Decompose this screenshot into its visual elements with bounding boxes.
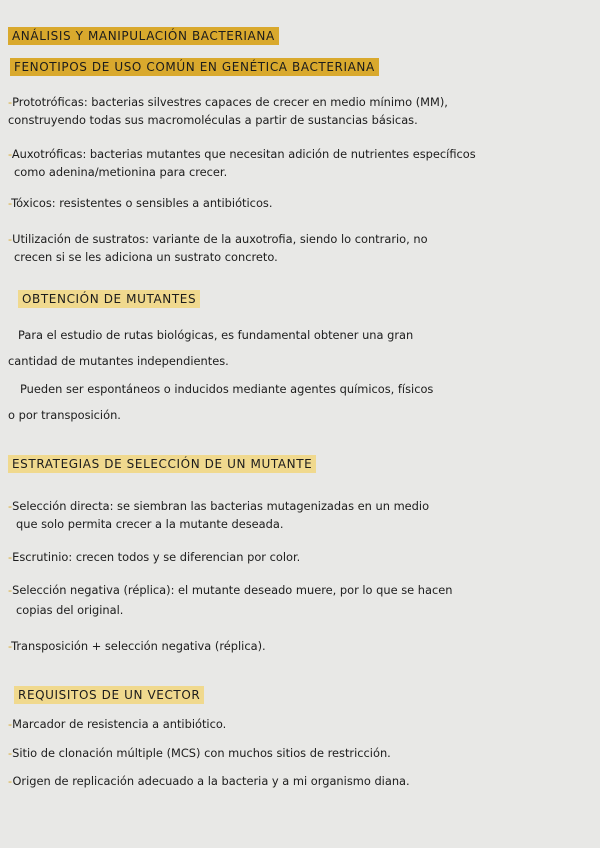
list-item <box>8 772 592 790</box>
section-heading-obtencion: OBTENCIÓN DE MUTANTES <box>18 290 200 308</box>
item-line: construyendo todas sus macromoléculas a partir de sustancias básicas. <box>8 113 418 127</box>
item-line: Escrutinio: crecen todos y se diferencian por color. <box>12 550 301 564</box>
item-line: crecen si se les adiciona un sustrato concreto. <box>14 250 278 264</box>
item-line: copias del original. <box>16 603 124 617</box>
paragraph <box>8 380 592 424</box>
list-item <box>8 497 592 533</box>
bullet-dash: - <box>8 774 13 788</box>
item-line: Marcador de resistencia a antibiótico. <box>12 717 227 731</box>
item-line: Prototróficas: bacterias silvestres capaces de crecer en medio mínimo (MM), <box>12 95 448 109</box>
item-line: Transposición + selección negativa (réplica). <box>11 639 266 653</box>
bullet-dash: - <box>8 147 12 161</box>
paragraph-line: cantidad de mutantes independientes. <box>8 354 229 368</box>
bullet-dash: - <box>8 95 13 109</box>
paragraph-line: Para el estudio de rutas biológicas, es fundamental obtener una gran <box>18 328 414 342</box>
item-line: Selección directa: se siembran las bacterias mutagenizadas en un medio <box>12 499 430 513</box>
list-item <box>8 194 592 212</box>
bullet-dash: - <box>8 550 13 564</box>
bullet-dash: - <box>8 717 13 731</box>
bullet-dash: - <box>8 746 13 760</box>
bullet-dash: - <box>8 499 13 513</box>
section-heading-requisitos: REQUISITOS DE UN VECTOR <box>14 686 204 704</box>
item-line: que solo permita crecer a la mutante deseada. <box>16 517 284 531</box>
item-line: Utilización de sustratos: variante de la auxotrofia, siendo lo contrario, no <box>12 232 428 246</box>
list-item <box>8 581 592 619</box>
bullet-dash: - <box>8 196 12 210</box>
section-heading-fenotipos: FENOTIPOS DE USO COMÚN EN GENÉTICA BACTERIANA <box>10 58 379 76</box>
paragraph-line: Pueden ser espontáneos o inducidos mediante agentes químicos, físicos <box>20 382 434 396</box>
item-line: Selección negativa (réplica): el mutante deseado muere, por lo que se hacen <box>12 583 453 597</box>
list-item <box>8 145 592 181</box>
list-item <box>8 93 592 129</box>
item-line: Auxotróficas: bacterias mutantes que necesitan adición de nutrientes específicos <box>11 147 476 161</box>
list-item <box>8 230 592 266</box>
paragraph <box>8 326 592 370</box>
item-line: como adenina/metionina para crecer. <box>14 165 228 179</box>
paragraph-line: o por transposición. <box>8 408 121 422</box>
bullet-dash: - <box>8 232 13 246</box>
page-title: ANÁLISIS Y MANIPULACIÓN BACTERIANA <box>8 27 279 45</box>
list-item <box>8 637 592 655</box>
item-line: Origen de replicación adecuado a la bacteria y a mi organismo diana. <box>12 774 410 788</box>
bullet-dash: - <box>8 583 13 597</box>
item-line: Sitio de clonación múltiple (MCS) con muchos sitios de restricción. <box>12 746 391 760</box>
bullet-dash: - <box>8 639 12 653</box>
item-line: Tóxicos: resistentes o sensibles a antibióticos. <box>11 196 273 210</box>
list-item <box>8 744 592 762</box>
list-item <box>8 715 592 733</box>
section-heading-estrategias: ESTRATEGIAS DE SELECCIÓN DE UN MUTANTE <box>8 455 316 473</box>
list-item <box>8 548 592 566</box>
